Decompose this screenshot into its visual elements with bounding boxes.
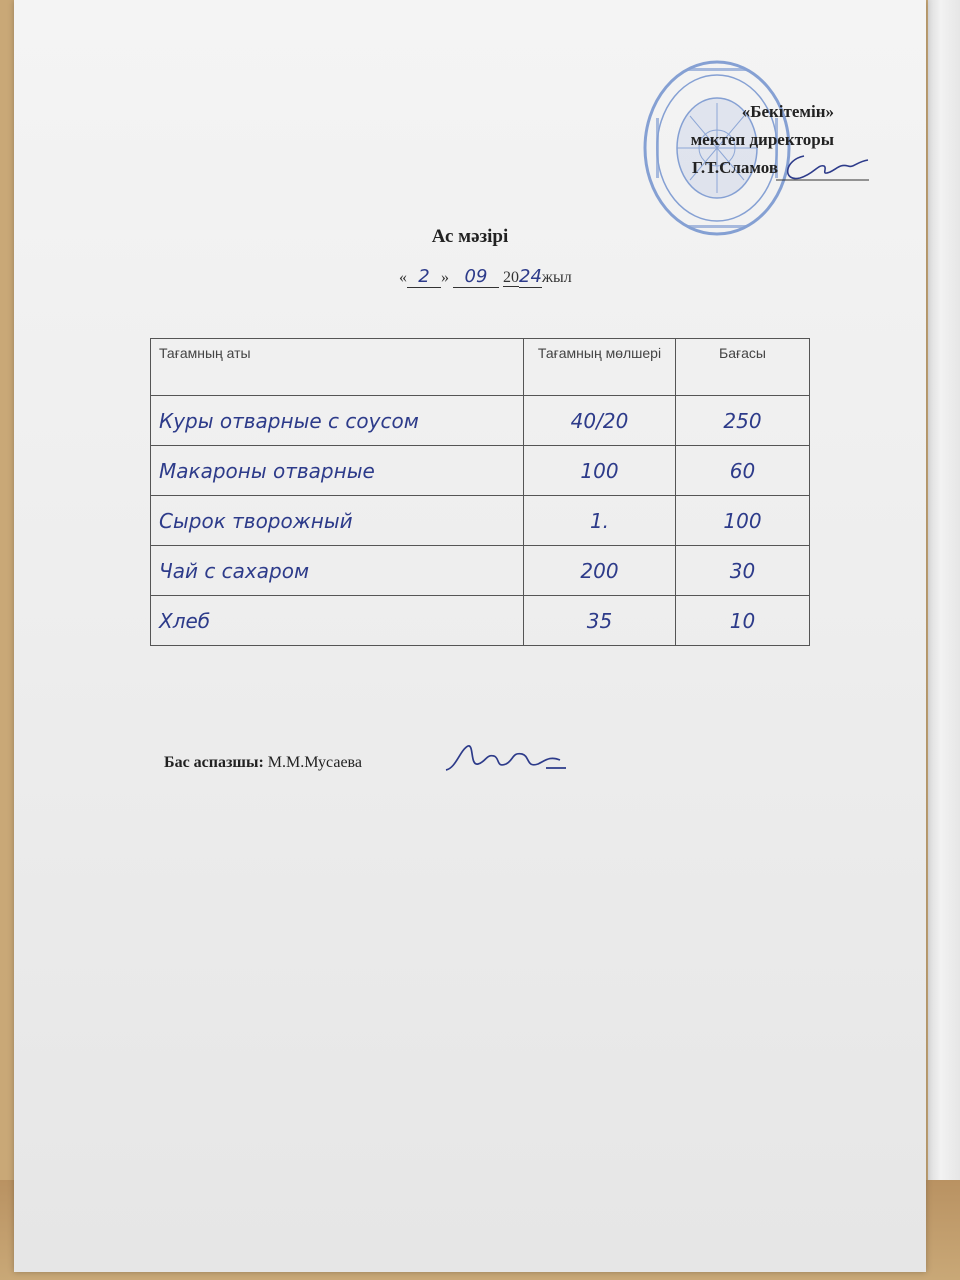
chef-signature-icon	[442, 738, 572, 778]
document-page	[14, 0, 926, 1272]
dish-name: Чай с сахаром	[151, 546, 524, 596]
dish-portion: 40/20	[524, 396, 676, 446]
director-signature-icon	[774, 150, 874, 186]
page-title: Ас мәзірі	[431, 226, 509, 247]
dish-name: Сырок творожный	[151, 496, 524, 546]
date-open-quote: «	[399, 269, 407, 286]
table-header-row	[151, 339, 810, 396]
table-row	[151, 396, 810, 446]
approval-stamp-label: «Бекітемін»	[741, 102, 834, 121]
header-price: Бағасы	[676, 339, 810, 396]
date-year-prefix: 20	[503, 269, 519, 286]
dish-price: 100	[676, 496, 810, 546]
dish-portion: 35	[524, 596, 676, 646]
menu-table	[150, 338, 810, 646]
dish-name: Хлеб	[151, 596, 524, 646]
dish-name: Куры отварные с соусом	[151, 396, 524, 446]
dish-price: 10	[676, 596, 810, 646]
dish-portion: 1.	[524, 496, 676, 546]
chef-signature-line	[164, 754, 362, 772]
background-paper-right	[928, 0, 960, 1280]
date-year-suffix: 24	[519, 266, 542, 287]
chef-name: М.М.Мусаева	[267, 754, 362, 771]
table-row	[151, 496, 810, 546]
approval-director-name: Г.Т.Сламов	[692, 158, 778, 177]
dish-price: 250	[676, 396, 810, 446]
table-row	[151, 596, 810, 646]
chef-label: Бас аспазшы	[164, 754, 259, 771]
dish-portion: 100	[524, 446, 676, 496]
date-year-word: жыл	[541, 269, 572, 286]
date-month: 09	[453, 266, 499, 288]
dish-price: 30	[676, 546, 810, 596]
chef-colon: :	[258, 754, 264, 771]
table-row	[151, 546, 810, 596]
date-close-quote: »	[441, 269, 449, 286]
dish-name: Макароны отварные	[151, 446, 524, 496]
table-row	[151, 446, 810, 496]
date-day: 2	[407, 266, 441, 288]
dish-price: 60	[676, 446, 810, 496]
date-line	[399, 266, 572, 288]
header-dish-name: Тағамның аты	[151, 339, 524, 396]
approval-position: мектеп директоры	[690, 130, 834, 149]
header-portion-size: Тағамның мөлшері	[524, 339, 676, 396]
dish-portion: 200	[524, 546, 676, 596]
